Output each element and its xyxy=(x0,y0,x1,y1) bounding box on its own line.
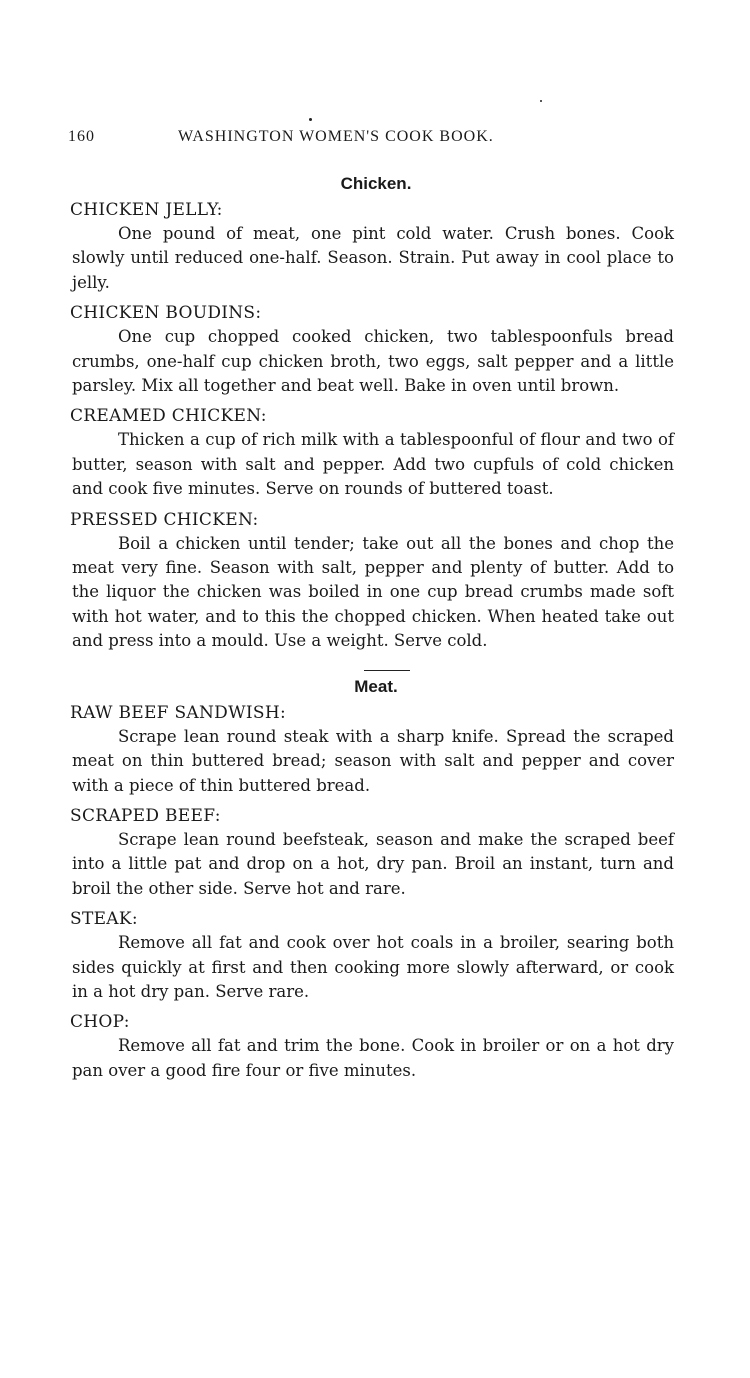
recipe-title: SCRAPED BEEF: xyxy=(70,805,221,826)
page-number: 160 xyxy=(68,128,95,145)
recipe-body: One pound of meat, one pint cold water. Crush bones. Cook slowly until reduced one-half. Season. Strain. Put away in cool place to jelly. xyxy=(72,224,674,292)
recipe xyxy=(68,198,674,295)
print-speck xyxy=(309,118,312,121)
recipe-title: PRESSED CHICKEN: xyxy=(70,509,259,530)
recipe-title: STEAK: xyxy=(70,909,138,930)
book-page xyxy=(68,128,674,1089)
recipe xyxy=(68,301,674,398)
recipe-body: One cup chopped cooked chicken, two tablespoonfuls bread crumbs, one-half cup chicken broth, two eggs, salt pepper and a little parsley. Mix all together and beat well. Bake in oven until brown. xyxy=(72,327,674,396)
section-heading: Chicken. xyxy=(340,174,412,193)
recipe-title: CHOP: xyxy=(70,1012,130,1033)
section-meat xyxy=(68,677,674,1083)
recipe-title: RAW BEEF SANDWISH: xyxy=(70,702,286,723)
recipe xyxy=(68,404,674,501)
recipe-body: Scrape lean round steak with a sharp knife. Spread the scraped meat on thin buttered bread; season with salt and pepper and cover with a piece of thin buttered bread. xyxy=(72,726,674,795)
section-divider xyxy=(364,670,410,671)
recipe-title: CREAMED CHICKEN: xyxy=(70,406,267,427)
section-heading: Meat. xyxy=(354,676,398,696)
recipe xyxy=(68,907,674,1004)
recipe xyxy=(68,1010,674,1083)
recipe xyxy=(68,508,674,654)
recipe-title: CHICKEN JELLY: xyxy=(70,200,223,220)
recipe-body: Thicken a cup of rich milk with a tablespoonful of flour and two of butter, season with salt and pepper. Add two cupfuls of cold chicken and cook five minutes. Serve on rounds of buttered toast. xyxy=(72,430,674,499)
print-speck xyxy=(540,100,542,102)
recipe xyxy=(68,701,674,798)
recipe-body: Remove all fat and trim the bone. Cook in broiler or on a hot dry pan over a good fire four or five minutes. xyxy=(72,1036,674,1080)
running-head xyxy=(68,128,674,152)
recipe-body: Boil a chicken until tender; take out all the bones and chop the meat very fine. Season with salt, pepper and plenty of butter. Add to the liquor the chicken was boiled in one cup bread crumbs made soft with hot water, and to this the chopped chicken. When heated take out and press into a mould. Use a weight. Serve cold. xyxy=(72,533,674,651)
recipe xyxy=(68,804,674,901)
recipe-body: Scrape lean round beefsteak, season and make the scraped beef into a little pat and drop on a hot, dry pan. Broil an instant, turn and broil the other side. Serve hot and rare. xyxy=(72,829,674,898)
running-title: WASHINGTON WOMEN'S COOK BOOK. xyxy=(178,128,494,145)
section-chicken xyxy=(68,174,674,654)
recipe-body: Remove all fat and cook over hot coals in a broiler, searing both sides quickly at first and then cooking more slowly afterward, or cook in a hot dry pan. Serve rare. xyxy=(72,933,674,1001)
recipe-title: CHICKEN BOUDINS: xyxy=(70,303,262,324)
